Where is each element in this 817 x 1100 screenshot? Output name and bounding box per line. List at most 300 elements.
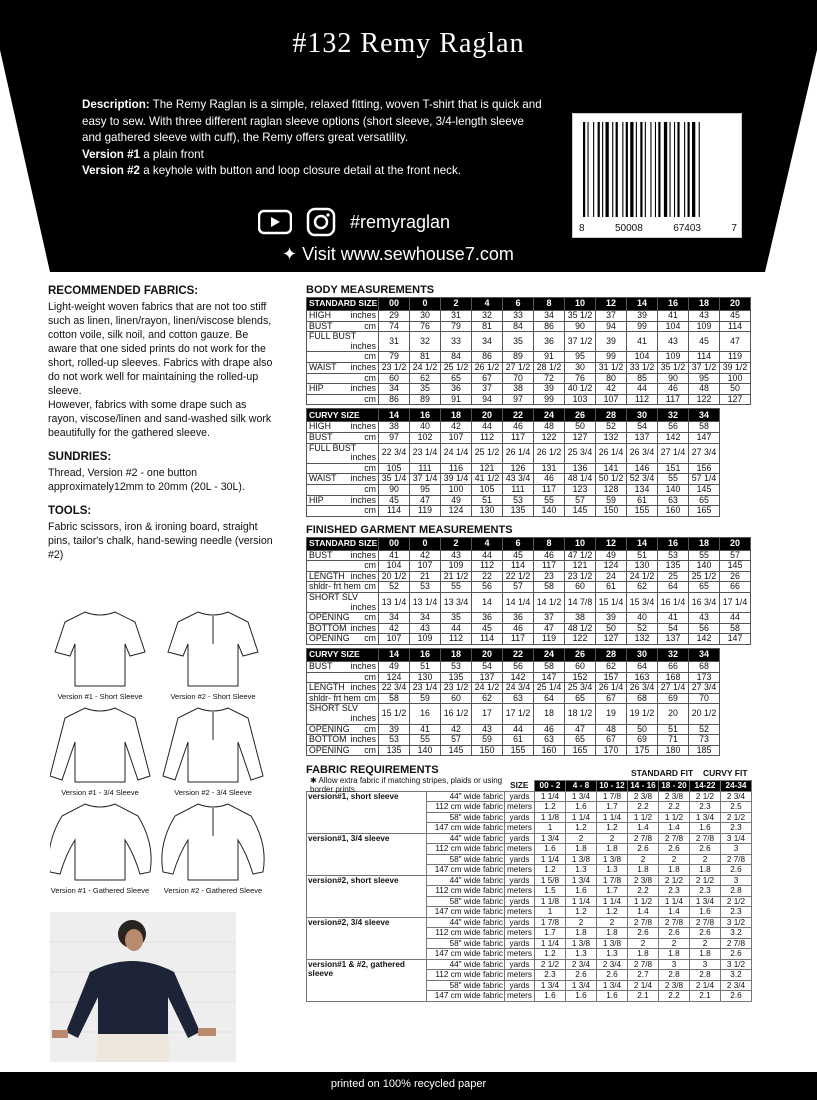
row-label: HIP inches — [307, 384, 379, 395]
row-label: LENGTH inches — [307, 683, 379, 694]
measurement-cell: 79 — [441, 321, 472, 332]
size-header: 0 — [410, 298, 441, 311]
measurement-row — [307, 373, 751, 384]
fabric-amount: 1 3/8 — [597, 854, 628, 865]
measurement-cell: 26 1/2 — [534, 443, 565, 463]
unit-label: inches — [350, 383, 376, 394]
sketch-caption: Version #1 - Gathered Sleeve — [50, 886, 150, 895]
measurement-cell: 44 — [441, 623, 472, 634]
measurement-cell: 104 — [627, 352, 658, 363]
fabric-amount: 1 3/4 — [690, 896, 721, 907]
measurement-cell: 65 — [441, 373, 472, 384]
measurement-cell: 52 — [379, 582, 410, 593]
measurement-cell: 57 1/4 — [689, 474, 720, 485]
size-header: 10 — [565, 537, 596, 550]
measurement-cell: 46 — [658, 384, 689, 395]
fabric-row — [307, 833, 752, 844]
measurement-cell: 69 — [658, 693, 689, 704]
fabric-width: 147 cm wide fabric — [427, 907, 505, 918]
measurement-cell: 58 — [379, 693, 410, 704]
unit-label: cm — [364, 351, 376, 362]
measurement-cell: 45 — [689, 332, 720, 352]
measurement-cell: 44 — [503, 724, 534, 735]
fabrics-text: Light-weight woven fabrics that are not too stiff such as linen, linen/rayon, linen/viscose blends, cotton voile, silk noil, and cotton gauze. Be aware that one sided prints do not work for the short, rolled-up sleeves. Fabrics with drape also do not work well for maintaining the rolled-up sleeve. — [48, 301, 273, 397]
fabric-title: FABRIC REQUIREMENTS — [306, 764, 439, 777]
measurement-cell: 127 — [596, 634, 627, 645]
measurement-cell: 21 — [410, 571, 441, 582]
finished-curvy-table — [306, 648, 720, 756]
measurement-cell: 13 1/4 — [379, 593, 410, 613]
measurement-row — [307, 506, 720, 517]
fabric-amount: 1.2 — [597, 823, 628, 834]
measurement-cell: 124 — [441, 506, 472, 517]
measurement-cell: 119 — [410, 506, 441, 517]
fabric-amount: 1 3/4 — [566, 980, 597, 991]
measurement-cell: 47 — [565, 724, 596, 735]
sketch-caption: Version #2 - 3/4 Sleeve — [174, 788, 252, 797]
measurement-cell: 67 — [596, 735, 627, 746]
measurement-cell: 55 — [689, 550, 720, 561]
measurement-row — [307, 593, 751, 613]
measurement-cell: 109 — [658, 352, 689, 363]
measurement-cell: 48 1/4 — [565, 474, 596, 485]
measurement-cell: 52 — [596, 422, 627, 433]
size-header: 30 — [627, 409, 658, 422]
measurement-cell: 103 — [565, 394, 596, 405]
measurement-cell: 63 — [658, 495, 689, 506]
fabric-unit: yards — [505, 896, 535, 907]
fabric-amount: 2.6 — [721, 865, 752, 876]
measurement-row — [307, 634, 751, 645]
fabric-amount: 2.1 — [628, 991, 659, 1002]
measurement-cell: 58 — [720, 623, 751, 634]
row-label: HIP inches — [307, 495, 379, 506]
fabric-amount: 1.8 — [597, 844, 628, 855]
measurement-cell: 15 1/2 — [379, 704, 410, 724]
measurement-cell: 15 3/4 — [627, 593, 658, 613]
measurement-cell: 37 1/4 — [410, 474, 441, 485]
measurement-cell: 16 3/4 — [689, 593, 720, 613]
measurement-cell: 145 — [441, 745, 472, 756]
fabric-row — [307, 875, 752, 886]
measurement-cell: 71 — [658, 735, 689, 746]
measurement-cell: 50 — [565, 422, 596, 433]
measurement-row — [307, 311, 751, 322]
fabric-unit: yards — [505, 959, 535, 970]
row-label: BUST inches — [307, 662, 379, 673]
measurement-cell: 39 1/2 — [720, 362, 751, 373]
measurement-cell: 32 — [410, 332, 441, 352]
measurement-row — [307, 484, 720, 495]
fabric-amount: 2.6 — [659, 844, 690, 855]
measurement-cell: 26 3/4 — [627, 683, 658, 694]
fabric-amount: 2 3/4 — [721, 791, 752, 802]
fabric-requirements — [306, 764, 758, 1002]
measurement-cell: 25 1/2 — [689, 571, 720, 582]
fabric-amount: 1 7/8 — [535, 917, 566, 928]
size-label: CURVY SIZE — [307, 649, 379, 662]
fabric-amount: 2 7/8 — [690, 917, 721, 928]
measurement-cell: 23 1/4 — [410, 443, 441, 463]
pattern-title: #132 Remy Raglan — [292, 28, 525, 59]
fabric-amount: 1.8 — [566, 844, 597, 855]
measurement-cell: 86 — [472, 352, 503, 363]
measurement-cell: 40 1/2 — [565, 384, 596, 395]
measurement-cell: 43 — [689, 613, 720, 624]
measurement-cell: 14 — [472, 593, 503, 613]
size-header: 18 — [441, 409, 472, 422]
desc-label: Description: — [82, 98, 150, 111]
finished-measurements-title: FINISHED GARMENT MEASUREMENTS — [306, 523, 513, 536]
measurement-cell: 37 — [596, 311, 627, 322]
measurement-cell: 130 — [472, 506, 503, 517]
measurement-cell: 61 — [627, 495, 658, 506]
fabric-amount: 2.6 — [628, 844, 659, 855]
measurement-cell: 36 — [503, 613, 534, 624]
barcode-digit-group: 8 — [579, 223, 585, 234]
measurement-cell: 15 1/4 — [596, 593, 627, 613]
unit-label: cm — [364, 581, 376, 592]
measurement-cell: 47 — [720, 332, 751, 352]
hashtag[interactable]: #remyraglan — [350, 211, 451, 232]
measurement-cell: 65 — [565, 735, 596, 746]
row-label: BUST cm — [307, 432, 379, 443]
youtube-icon[interactable] — [258, 208, 292, 236]
fabric-amount: 2 3/4 — [597, 959, 628, 970]
barcode-bar — [626, 122, 628, 217]
unit-label: cm — [364, 393, 376, 404]
measurement-cell: 124 — [596, 561, 627, 572]
row-label — [307, 463, 379, 474]
measurement-cell: 100 — [441, 484, 472, 495]
measurement-cell: 80 — [596, 373, 627, 384]
measurement-cell: 117 — [534, 561, 565, 572]
barcode-bar — [598, 122, 600, 217]
fabric-amount: 2.2 — [659, 802, 690, 813]
measurement-cell: 34 — [410, 613, 441, 624]
measurement-cell: 41 — [658, 613, 689, 624]
barcode-digit-group: 67403 — [673, 223, 701, 234]
curvy-fit-label: CURVY FIT — [703, 768, 748, 779]
measurement-cell: 25 — [658, 571, 689, 582]
fabric-amount: 2.6 — [597, 970, 628, 981]
fabric-amount: 1.8 — [690, 949, 721, 960]
social-links — [258, 207, 450, 237]
fabric-amount: 1 1/2 — [628, 896, 659, 907]
measurement-cell: 62 — [410, 373, 441, 384]
measurement-cell: 63 — [534, 735, 565, 746]
fabric-amount: 1.2 — [597, 907, 628, 918]
barcode-bar — [658, 122, 660, 217]
measurement-cell: 45 — [379, 495, 410, 506]
measurement-cell: 46 — [534, 474, 565, 485]
measurement-cell: 53 — [658, 550, 689, 561]
size-header: 24 — [534, 409, 565, 422]
unit-label: inches — [350, 421, 376, 432]
measurement-cell: 46 — [503, 422, 534, 433]
fabric-amount: 2 7/8 — [659, 917, 690, 928]
fabric-amount: 1.6 — [690, 823, 721, 834]
measurement-cell: 85 — [627, 373, 658, 384]
measurement-cell: 150 — [596, 506, 627, 517]
measurement-row — [307, 745, 720, 756]
measurement-cell: 105 — [472, 484, 503, 495]
v1-text: a plain front — [140, 147, 204, 161]
row-label: OPENING cm — [307, 634, 379, 645]
instagram-icon[interactable] — [306, 207, 336, 237]
size-header: 12 — [596, 537, 627, 550]
fabric-amount: 1.8 — [597, 928, 628, 939]
measurement-cell: 122 — [565, 634, 596, 645]
fabric-amount: 2 — [628, 854, 659, 865]
fabric-unit: yards — [505, 812, 535, 823]
measurement-cell: 51 — [627, 550, 658, 561]
measurement-cell: 44 — [472, 550, 503, 561]
size-header: 18 — [689, 537, 720, 550]
measurement-cell: 50 — [627, 724, 658, 735]
measurement-cell: 119 — [534, 634, 565, 645]
measurement-cell: 35 1/2 — [565, 311, 596, 322]
measurement-cell: 14 1/4 — [503, 593, 534, 613]
size-header: 00 — [379, 537, 410, 550]
fabric-amount: 2 — [659, 854, 690, 865]
measurement-cell: 16 1/4 — [658, 593, 689, 613]
measurement-cell: 137 — [627, 432, 658, 443]
measurement-cell: 86 — [379, 394, 410, 405]
measurement-cell: 39 — [596, 613, 627, 624]
fabric-unit: meters — [505, 907, 535, 918]
row-label — [307, 506, 379, 517]
sundries-heading: SUNDRIES: — [48, 451, 112, 463]
row-label: BUST inches — [307, 550, 379, 561]
fabric-amount: 2.2 — [628, 886, 659, 897]
size-header: 2 — [441, 537, 472, 550]
size-header: 4 — [472, 537, 503, 550]
fabric-amount: 1 3/4 — [597, 980, 628, 991]
measurement-cell: 27 1/4 — [658, 443, 689, 463]
measurement-cell: 60 — [379, 373, 410, 384]
row-label: LENGTH inches — [307, 571, 379, 582]
fabric-amount: 2.5 — [721, 802, 752, 813]
measurement-cell: 22 1/2 — [503, 571, 534, 582]
measurement-cell: 160 — [658, 506, 689, 517]
row-label: WAIST inches — [307, 474, 379, 485]
measurement-row — [307, 735, 720, 746]
fabric-version-label: version#1 & #2, gathered sleeve — [307, 959, 427, 1001]
measurement-cell: 26 1/2 — [472, 362, 503, 373]
fabric-row — [307, 791, 752, 802]
measurement-cell: 163 — [627, 672, 658, 683]
measurement-cell: 43 — [472, 724, 503, 735]
measurement-row — [307, 623, 751, 634]
measurement-cell: 124 — [379, 672, 410, 683]
fabric-amount: 2.3 — [659, 886, 690, 897]
measurement-cell: 41 — [627, 332, 658, 352]
fabric-amount: 2.3 — [721, 823, 752, 834]
fabric-amount: 1.2 — [535, 802, 566, 813]
measurement-row — [307, 384, 751, 395]
unit-label: cm — [364, 744, 376, 755]
barcode-bar — [640, 122, 642, 217]
fabric-amount: 1 3/4 — [566, 791, 597, 802]
measurement-cell: 24 1/4 — [441, 443, 472, 463]
measurement-cell: 104 — [658, 321, 689, 332]
fabric-width: 58" wide fabric — [427, 980, 505, 991]
measurement-cell: 114 — [720, 321, 751, 332]
measurement-cell: 121 — [472, 463, 503, 474]
measurement-cell: 52 — [627, 623, 658, 634]
measurement-cell: 59 — [410, 693, 441, 704]
fabric-width: 44" wide fabric — [427, 833, 505, 844]
unit-label: cm — [364, 612, 376, 623]
model-photo — [50, 912, 236, 1062]
measurement-cell: 44 — [627, 384, 658, 395]
measurement-cell: 46 — [503, 623, 534, 634]
fabric-amount: 2 3/8 — [659, 791, 690, 802]
measurement-cell: 114 — [379, 506, 410, 517]
fabric-amount: 2 1/4 — [628, 980, 659, 991]
measurement-cell: 84 — [503, 321, 534, 332]
barcode-bar — [692, 122, 695, 217]
measurement-cell: 90 — [658, 373, 689, 384]
website-link[interactable]: ✦ Visit www.sewhouse7.com — [282, 244, 514, 264]
fabric-amount: 3 — [690, 959, 721, 970]
fabric-amount: 2.6 — [721, 949, 752, 960]
measurement-cell: 66 — [720, 582, 751, 593]
measurement-cell: 117 — [658, 394, 689, 405]
row-label: BUST cm — [307, 321, 379, 332]
measurement-cell: 39 — [627, 311, 658, 322]
measurement-cell: 17 — [472, 704, 503, 724]
fabric-unit: yards — [505, 833, 535, 844]
fabric-amount: 1.6 — [690, 907, 721, 918]
size-header: 10 — [565, 298, 596, 311]
fabric-version-label: version#1, 3/4 sleeve — [307, 833, 427, 875]
measurement-cell: 114 — [472, 634, 503, 645]
size-header: 20 — [720, 537, 751, 550]
fabric-amount: 1.7 — [535, 928, 566, 939]
measurement-cell: 165 — [565, 745, 596, 756]
measurement-cell: 109 — [441, 561, 472, 572]
measurement-cell: 156 — [689, 463, 720, 474]
measurement-cell: 107 — [379, 634, 410, 645]
row-label — [307, 484, 379, 495]
fabric-amount: 2.7 — [628, 970, 659, 981]
measurement-cell: 16 1/2 — [441, 704, 472, 724]
measurement-cell: 33 — [503, 311, 534, 322]
barcode-bar — [612, 122, 613, 217]
measurement-cell: 26 3/4 — [627, 443, 658, 463]
fabric-width: 147 cm wide fabric — [427, 949, 505, 960]
fabric-amount: 1 1/8 — [535, 896, 566, 907]
measurement-cell: 160 — [534, 745, 565, 756]
fabric-size-header: 14-22 — [690, 781, 721, 792]
measurement-cell: 25 1/4 — [534, 683, 565, 694]
measurement-cell: 59 — [596, 495, 627, 506]
fabric-amount: 2 1/2 — [659, 875, 690, 886]
fabric-unit: yards — [505, 980, 535, 991]
size-header: 20 — [472, 409, 503, 422]
fabric-amount: 1 1/4 — [566, 896, 597, 907]
unit-label: inches — [350, 361, 376, 372]
fabric-unit: meters — [505, 865, 535, 876]
measurement-cell: 180 — [658, 745, 689, 756]
measurement-cell: 55 — [658, 474, 689, 485]
measurement-cell: 132 — [596, 432, 627, 443]
measurement-cell: 23 — [534, 571, 565, 582]
fabric-amount: 3.2 — [721, 928, 752, 939]
measurement-cell: 13 1/4 — [410, 593, 441, 613]
fabric-amount: 1 1/4 — [535, 791, 566, 802]
measurement-cell: 112 — [627, 394, 658, 405]
fabric-version-label: version#2, 3/4 sleeve — [307, 917, 427, 959]
measurement-cell: 63 — [503, 693, 534, 704]
measurement-cell: 54 — [472, 662, 503, 673]
measurement-row — [307, 463, 720, 474]
fabric-unit: meters — [505, 844, 535, 855]
measurement-cell: 51 — [472, 495, 503, 506]
body-standard-table — [306, 297, 751, 405]
measurement-cell: 44 — [472, 422, 503, 433]
measurement-cell: 135 — [503, 506, 534, 517]
body-measurements-title: BODY MEASUREMENTS — [306, 284, 435, 296]
measurement-cell: 42 — [410, 550, 441, 561]
measurement-cell: 31 — [379, 332, 410, 352]
size-header-row — [307, 649, 720, 662]
fabric-width: 112 cm wide fabric — [427, 970, 505, 981]
measurement-cell: 34 — [472, 332, 503, 352]
measurement-cell: 48 — [689, 384, 720, 395]
measurement-cell: 107 — [596, 394, 627, 405]
measurement-cell: 132 — [627, 634, 658, 645]
size-header: 30 — [627, 649, 658, 662]
measurement-cell: 49 — [441, 495, 472, 506]
size-header: 16 — [658, 537, 689, 550]
measurement-cell: 107 — [410, 561, 441, 572]
measurement-cell: 34 — [534, 311, 565, 322]
measurement-cell: 40 — [627, 613, 658, 624]
fabric-width: 147 cm wide fabric — [427, 991, 505, 1002]
measurement-cell: 170 — [596, 745, 627, 756]
measurement-cell: 47 — [534, 623, 565, 634]
fabric-amount: 2.6 — [690, 844, 721, 855]
measurement-row — [307, 672, 720, 683]
measurement-cell: 114 — [503, 561, 534, 572]
measurement-cell: 34 — [379, 613, 410, 624]
measurement-row — [307, 662, 720, 673]
measurement-cell: 50 — [596, 623, 627, 634]
measurement-cell: 37 1/2 — [565, 332, 596, 352]
measurement-cell: 99 — [534, 394, 565, 405]
fabric-size-header: 00 - 2 — [535, 781, 566, 792]
fabric-amount: 1.8 — [566, 928, 597, 939]
measurement-cell: 114 — [689, 352, 720, 363]
fabric-amount: 2.2 — [628, 802, 659, 813]
measurement-cell: 45 — [503, 550, 534, 561]
barcode-bar — [664, 122, 667, 217]
measurement-cell: 22 3/4 — [379, 443, 410, 463]
measurement-cell: 147 — [720, 634, 751, 645]
measurement-cell: 45 — [472, 623, 503, 634]
measurement-cell: 56 — [689, 623, 720, 634]
fabric-amount: 2 1/2 — [721, 896, 752, 907]
size-header: 34 — [689, 649, 720, 662]
measurement-cell: 35 — [441, 613, 472, 624]
measurement-cell: 60 — [441, 693, 472, 704]
fabric-amount: 2 7/8 — [659, 833, 690, 844]
barcode-bar — [684, 122, 685, 217]
measurement-cell: 40 — [410, 422, 441, 433]
